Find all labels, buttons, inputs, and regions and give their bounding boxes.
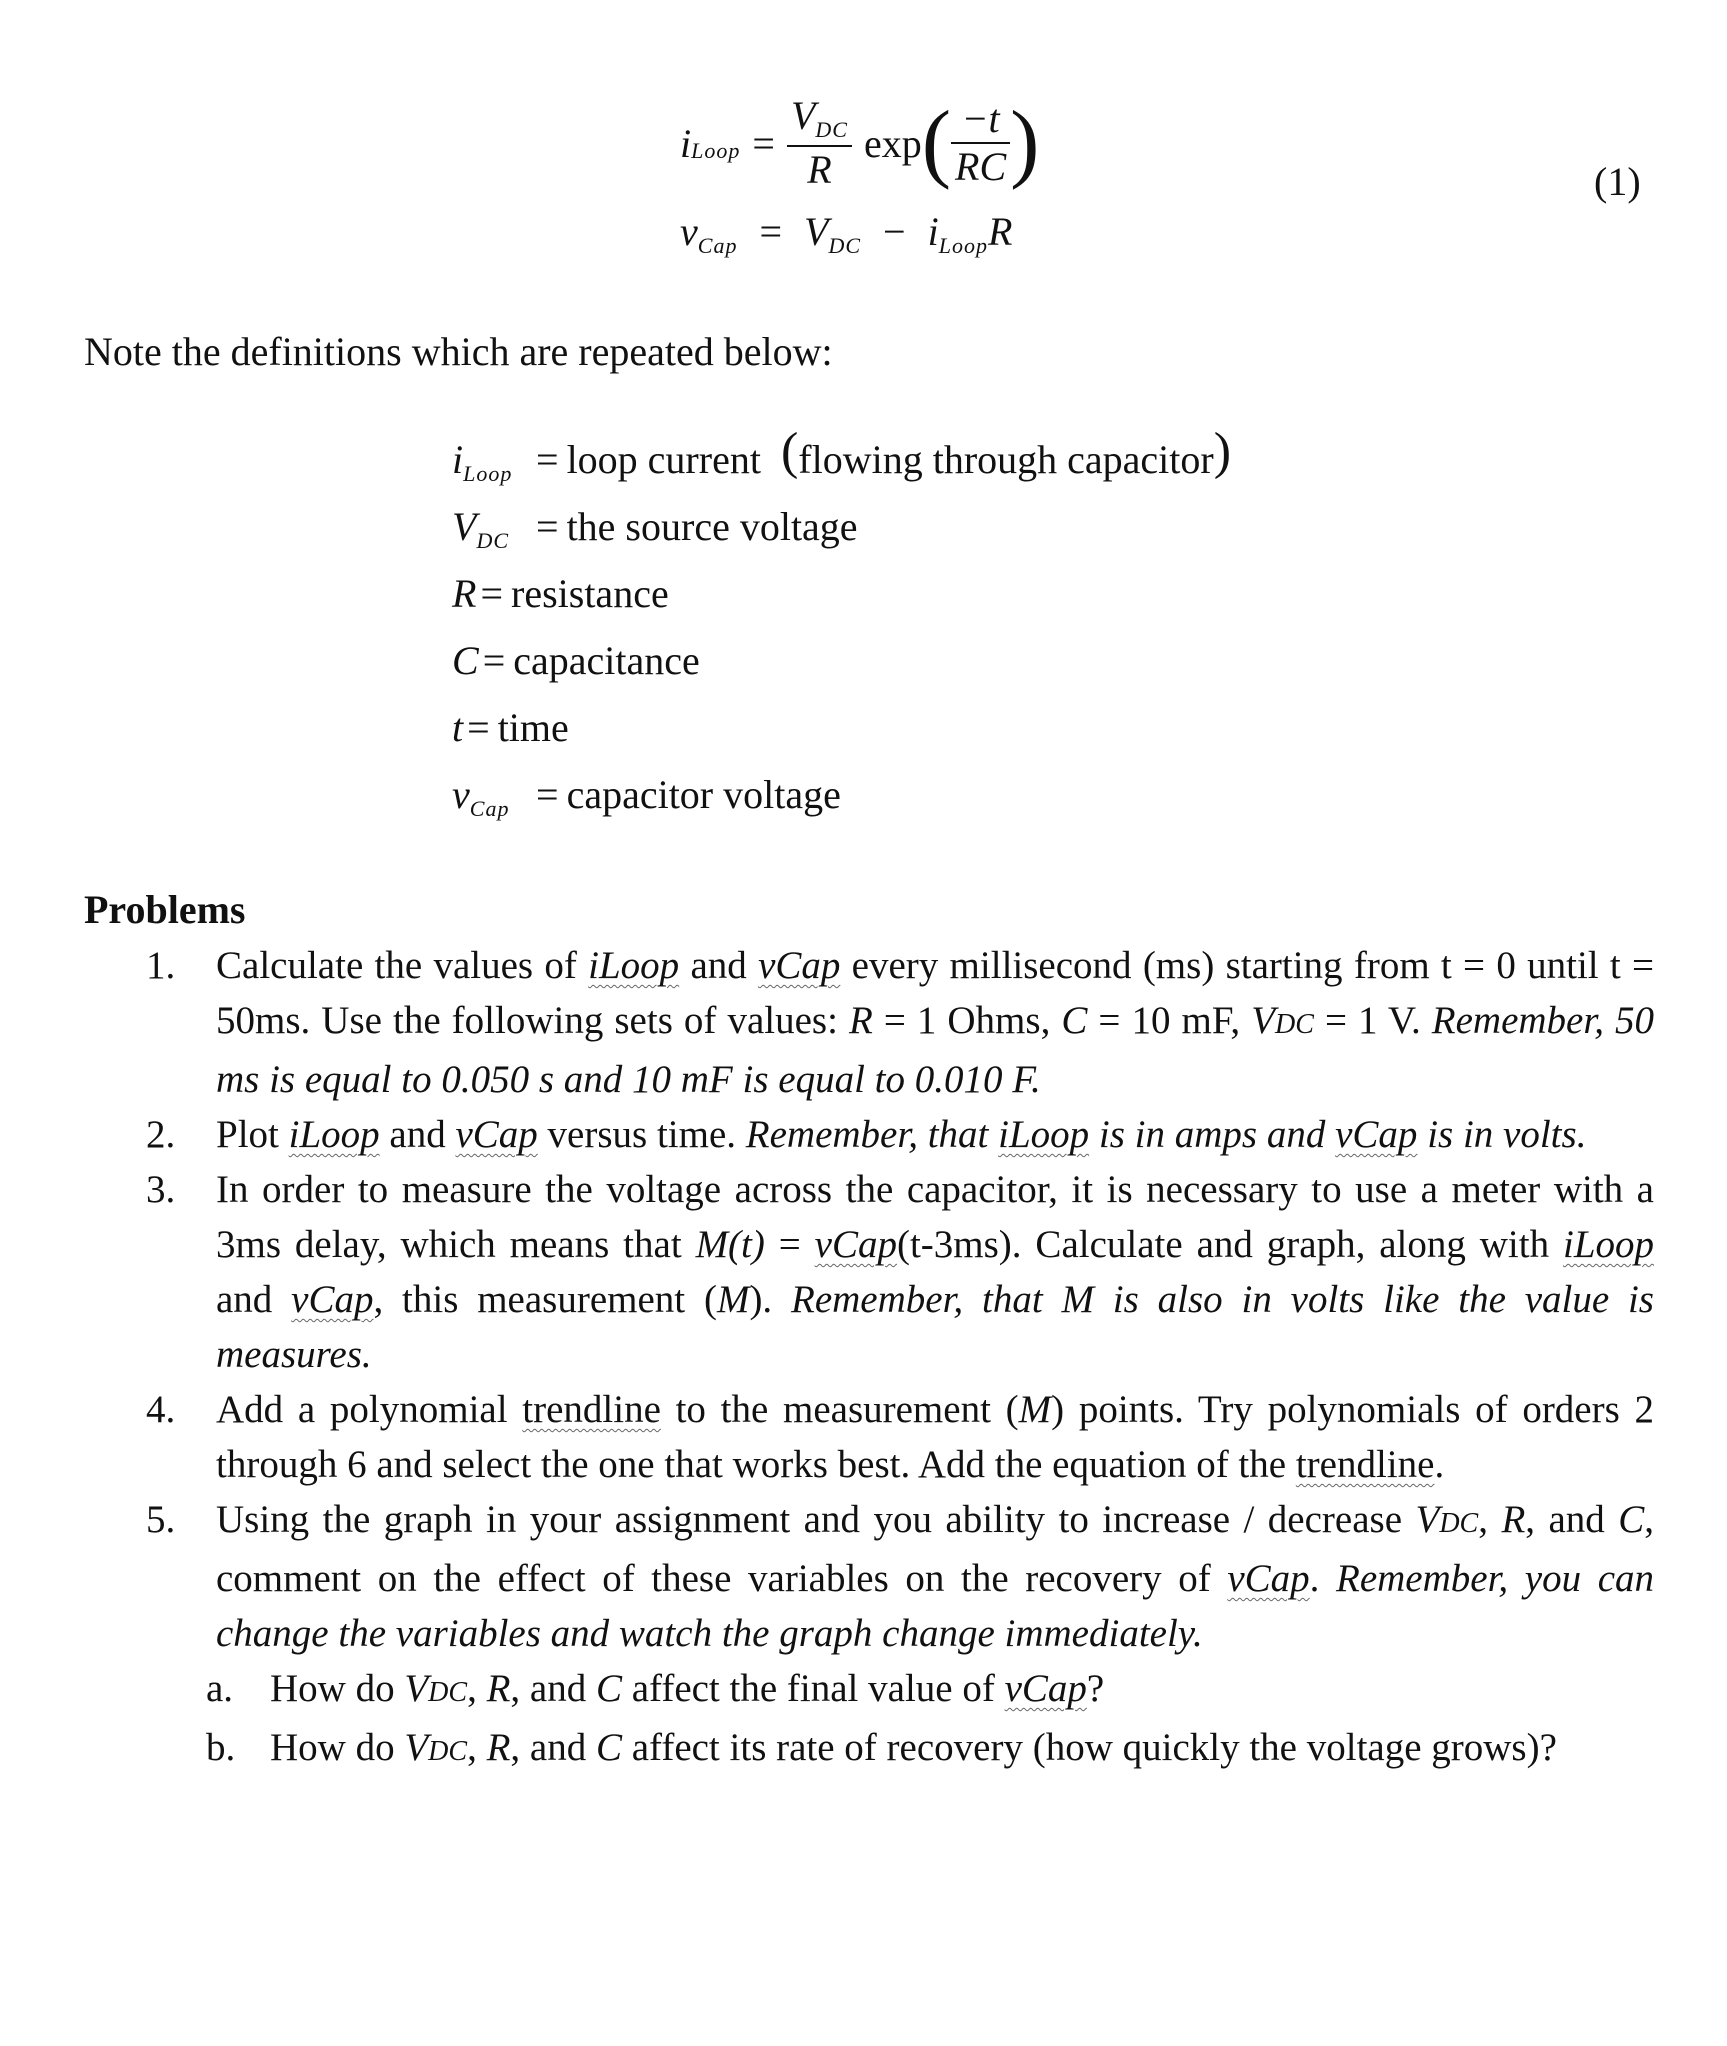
text-fragment: In order to measure the voltage across the capacitor, it is necessary to use a meter with a 3ms delay, which means that: [216, 1168, 1654, 1266]
var-vcap: vCap: [291, 1278, 374, 1321]
text-fragment: ?: [1086, 1667, 1105, 1710]
text-fragment: affect the final value of: [621, 1667, 1005, 1710]
def-paren-text: flowing through capacitor: [798, 437, 1214, 482]
text-fragment: , comment on the effect of these variables on the recovery of: [216, 1498, 1655, 1600]
text-fragment: M: [716, 1278, 750, 1321]
text-fragment: and: [379, 1113, 456, 1156]
def-subscript: DC: [476, 528, 509, 553]
note-paragraph: Note the definitions which are repeated below:: [84, 329, 833, 374]
text-fragment: V: [404, 1667, 429, 1710]
def-text: resistance: [511, 571, 669, 616]
eq-minus: −: [883, 209, 906, 254]
definition-row: $v_{Cap}$ = capacitor voltage: [452, 772, 841, 821]
def-subscript: Cap: [469, 796, 510, 821]
var-iloop: iLoop: [998, 1113, 1090, 1156]
text-fragment: Remember, that: [745, 1113, 999, 1156]
def-symbol: R: [452, 571, 477, 616]
var-vcap: vCap: [1335, 1113, 1418, 1156]
var-vcap: vCap: [1004, 1667, 1087, 1710]
text-fragment: Calculate the values of: [216, 944, 589, 987]
definition-row: $V_{DC}$ = the source voltage: [452, 504, 858, 553]
var-vcap: vCap: [455, 1113, 538, 1156]
eq-subscript: Loop: [691, 138, 741, 163]
def-symbol: i: [452, 437, 464, 482]
eq-symbol: R: [987, 209, 1013, 254]
eq-fraction: [787, 93, 852, 193]
eq-numerator: V: [790, 93, 816, 138]
problem-item-3: [146, 1162, 1654, 1382]
text-fragment: R: [486, 1667, 511, 1710]
eq-subscript: Loop: [938, 233, 988, 258]
problem-item-5b: [206, 1720, 1654, 1779]
eq-symbol: v: [680, 209, 698, 254]
text-fragment: versus time.: [537, 1113, 746, 1156]
var-iloop: iLoop: [288, 1113, 380, 1156]
text-fragment: , and: [510, 1726, 596, 1769]
eq-inner-fraction: [951, 96, 1010, 190]
equation-cap-voltage: [680, 208, 1013, 258]
text-fragment: ,: [467, 1726, 487, 1769]
text-fragment: R: [486, 1726, 511, 1769]
eq-inner-denominator: RC: [955, 144, 1007, 189]
definition-row: t = time: [452, 705, 569, 750]
definition-row: C = capacitance: [452, 638, 700, 683]
def-text: capacitance: [513, 638, 700, 683]
problems-list: [146, 938, 1654, 1779]
problem-number: 5.: [146, 1498, 176, 1541]
var-iloop: iLoop: [1562, 1223, 1655, 1266]
eq-symbol: V: [804, 209, 829, 254]
text-fragment: ,: [1478, 1498, 1502, 1541]
text-fragment: R: [1501, 1498, 1526, 1541]
problem-item-5a: [206, 1661, 1654, 1720]
eq-equals: =: [752, 120, 775, 166]
problem-number: 3.: [146, 1168, 176, 1211]
def-text: loop current: [566, 437, 761, 482]
text-fragment: DC: [1275, 1009, 1314, 1040]
text-fragment: , this measurement (: [373, 1278, 717, 1321]
problem-text: [270, 1720, 1654, 1779]
problem-number: a.: [206, 1667, 234, 1710]
text-fragment: M(t): [695, 1223, 765, 1266]
text-fragment: (t-3ms). Calculate and graph, along with: [896, 1223, 1563, 1266]
text-fragment: is in amps and: [1089, 1113, 1336, 1156]
problem-text: [216, 1382, 1654, 1492]
var-vcap: vCap: [758, 944, 841, 987]
text-fragment: .: [1434, 1443, 1445, 1486]
text-fragment: , and: [510, 1667, 596, 1710]
definitions-list: [452, 423, 1232, 838]
eq-symbol: i: [680, 120, 692, 166]
problems-heading: Problems: [84, 887, 246, 932]
text-fragment: trendline: [1295, 1443, 1435, 1486]
problem-text: [216, 1107, 1654, 1162]
text-fragment: = 1 V.: [1313, 999, 1432, 1042]
eq-right-paren: ): [1010, 94, 1040, 191]
problem-number: 2.: [146, 1113, 176, 1156]
text-fragment: trendline: [522, 1388, 661, 1431]
def-symbol: t: [452, 705, 464, 750]
eq-equals: =: [759, 209, 783, 254]
text-fragment: .: [1309, 1557, 1336, 1600]
remember-note: Remember, that M is also in volts like the value is measures.: [216, 1278, 1654, 1376]
eq-subscript: DC: [828, 233, 862, 258]
def-symbol: V: [452, 504, 477, 549]
text-fragment: every millisecond (ms) starting from t = 0 until t = 50ms. Use the following sets of values:: [216, 944, 1655, 1042]
problem-text: [216, 1162, 1654, 1382]
problem-item-2: [146, 1107, 1654, 1162]
text-fragment: C: [1061, 999, 1088, 1042]
problem-text: [216, 1492, 1654, 1661]
def-text: the source voltage: [566, 504, 858, 549]
text-fragment: Add a polynomial: [216, 1388, 523, 1431]
text-fragment: Using the graph in your assignment and you ability to increase / decrease: [216, 1498, 1416, 1541]
equation-loop-current: [680, 88, 1039, 198]
text-fragment: DC: [428, 1677, 468, 1708]
eq-denominator: R: [807, 147, 832, 192]
text-fragment: M: [1018, 1388, 1052, 1431]
text-fragment: , and: [1525, 1498, 1619, 1541]
text-fragment: C: [1618, 1498, 1645, 1541]
equation-number: (1): [1594, 159, 1641, 204]
def-subscript: Loop: [463, 461, 513, 486]
text-fragment: affect its rate of recovery (how quickly the voltage grows)?: [621, 1726, 1557, 1769]
text-fragment: ) points. Try polynomials of orders 2 through 6 and select the one that works best. Add the equation of the: [216, 1388, 1654, 1486]
problem-number: b.: [206, 1726, 236, 1769]
definition-row: $i_{Loop}$ = loop current ( flowing through capacitor ): [452, 423, 1232, 486]
text-fragment: R: [848, 999, 873, 1042]
problem-item-4: [146, 1382, 1654, 1492]
definition-row: R = resistance: [452, 571, 669, 616]
text-fragment: = 1 Ohms,: [872, 999, 1062, 1042]
text-fragment: = 10 mF,: [1087, 999, 1252, 1042]
problem-text: [216, 938, 1654, 1107]
def-symbol: C: [452, 638, 479, 683]
text-fragment: C: [595, 1667, 622, 1710]
problem-item-1: [146, 938, 1654, 1107]
text-fragment: to the measurement (: [660, 1388, 1019, 1431]
var-vcap: vCap: [1227, 1557, 1310, 1600]
text-fragment: V: [404, 1726, 429, 1769]
text-fragment: =: [764, 1223, 815, 1266]
var-vcap: vCap: [814, 1223, 897, 1266]
text-fragment: ).: [749, 1278, 791, 1321]
text-fragment: and: [679, 944, 759, 987]
problem-5-subitems: [206, 1661, 1654, 1779]
def-text: capacitor voltage: [566, 772, 841, 817]
remember-note: Remember, you can change the variables and watch the graph change immediately.: [216, 1557, 1655, 1655]
text-fragment: C: [595, 1726, 622, 1769]
text-fragment: How do: [270, 1667, 405, 1710]
text-fragment: V: [1415, 1498, 1440, 1541]
text-fragment: DC: [1439, 1508, 1479, 1539]
problem-number: 4.: [146, 1388, 176, 1431]
eq-subscript: DC: [815, 117, 848, 142]
problem-number: 1.: [146, 944, 176, 987]
text-fragment: and: [216, 1278, 292, 1321]
problem-item-5: [146, 1492, 1654, 1661]
eq-subscript: Cap: [697, 233, 738, 258]
var-iloop: iLoop: [588, 944, 680, 987]
text-fragment: How do: [270, 1726, 405, 1769]
problem-text: [270, 1661, 1654, 1720]
remember-note: Remember, 50 ms is equal to 0.050 s and 10 mF is equal to 0.010 F.: [216, 999, 1654, 1101]
eq-exp: exp: [863, 120, 922, 166]
eq-symbol: i: [927, 209, 939, 254]
text-fragment: Plot: [216, 1113, 289, 1156]
text-fragment: V: [1251, 999, 1276, 1042]
def-symbol: v: [452, 772, 470, 817]
def-text: time: [497, 705, 569, 750]
eq-left-paren: (: [921, 94, 952, 191]
text-fragment: is in volts.: [1417, 1113, 1587, 1156]
text-fragment: DC: [428, 1736, 468, 1767]
equation-block: [680, 88, 1240, 288]
text-fragment: ,: [467, 1667, 487, 1710]
eq-inner-numerator: −t: [951, 96, 1010, 144]
